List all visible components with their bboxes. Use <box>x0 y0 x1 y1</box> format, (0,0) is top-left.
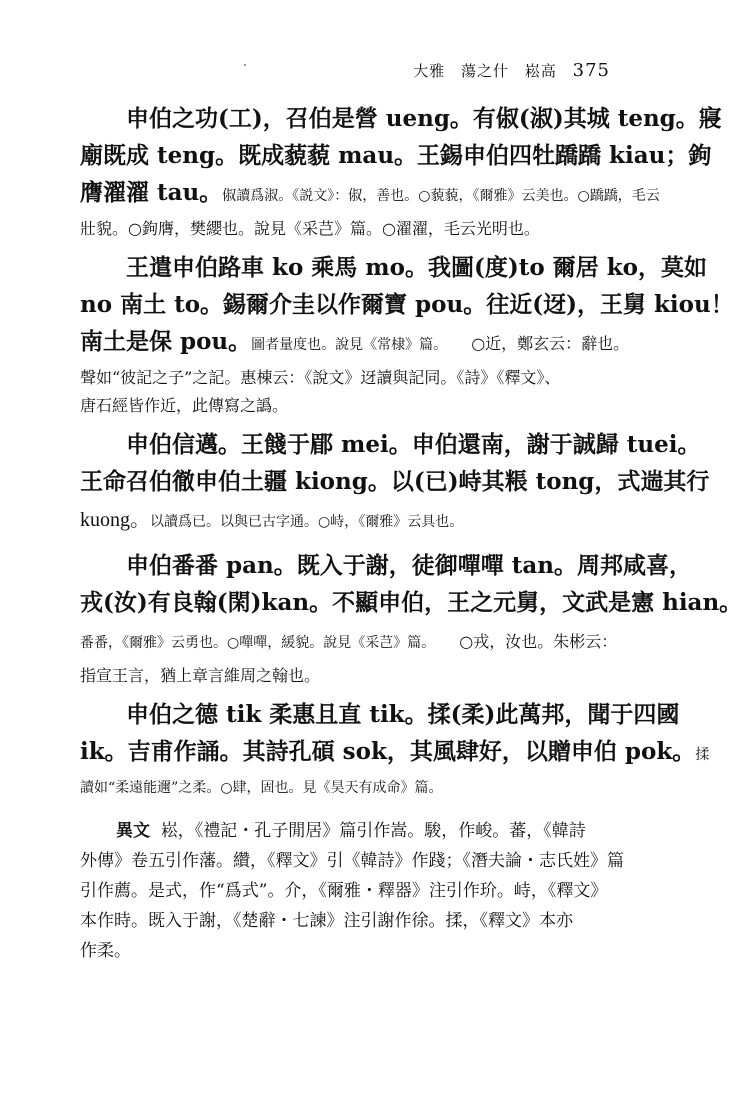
page-body <box>80 100 742 966</box>
variant-line-4: 本作時。既入于謝，《楚辭・七諫》注引謝作徐。揉，《釋文》本亦 <box>80 911 573 931</box>
stanza-2 <box>80 249 734 420</box>
stanza-1-verse-end: 膺濯濯 tau。 <box>80 179 223 206</box>
header-section: 大雅 <box>413 62 446 80</box>
variant-line-2: 外傳》卷五引作藩。纘，《釋文》引《韓詩》作踐；《潛夫論・志氏姓》篇 <box>80 851 624 871</box>
stanza-3-line-3 <box>80 500 625 541</box>
page-number: 375 <box>572 60 610 81</box>
stanza-2-verse-end: 南土是保 pou。 <box>80 328 252 355</box>
stanza-2-line-2: no 南土 to。錫爾介圭以作爾寶 pou。往近(迓)，王舅 kiou！ <box>80 291 734 318</box>
stanza-5-note-cont: 讀如“柔遠能邇”之柔。○肆，固也。見《昊天有成命》篇。 <box>80 780 443 796</box>
stanza-2-note-b: ○近，鄭玄云：辭也。 <box>471 334 630 353</box>
stanza-5-note: 揉 <box>695 747 710 763</box>
stanza-2-note: 圖者量度也。說見《常棣》篇。 <box>251 337 448 353</box>
print-mark <box>244 64 246 66</box>
stanza-5-line-1: 申伯之德 tik 柔惠且直 tik。揉(柔)此萬邦，聞于四國 <box>126 701 680 728</box>
stanza-4-line-1: 申伯番番 pan。既入于謝，徒御嘽嘽 tan。周邦咸喜， <box>126 552 692 579</box>
stanza-2-line-3 <box>80 323 630 364</box>
stanza-1-note-cont: 壯貌。○鉤膺，樊纓也。說見《采芑》篇。○濯濯，毛云光明也。 <box>80 219 540 238</box>
variant-line-5: 作柔。 <box>80 941 131 961</box>
stanza-1-note: 俶讀爲淑。《説文》：俶，善也。○藐藐，《爾雅》云美也。○蹻蹻，毛云 <box>222 188 660 204</box>
stanza-1-line-3 <box>80 174 660 215</box>
running-header <box>403 60 610 81</box>
variant-readings <box>80 816 625 966</box>
stanza-1 <box>80 100 722 243</box>
variant-line-1 <box>80 816 625 846</box>
stanza-5-line-2 <box>80 733 710 774</box>
stanza-5 <box>80 696 710 802</box>
stanza-2-note-cont-1: 聲如“彼記之子”之記。惠棟云：《說文》迓讀與記同。《詩》《釋文》、 <box>80 368 561 387</box>
stanza-4-note-b: ○戎，汝也。朱彬云： <box>459 632 618 651</box>
variant-line-3: 引作薦。是式，作“爲式”。介，《爾雅・釋器》注引作玠。峙，《釋文》 <box>80 881 608 901</box>
stanza-1-line-2: 廟既成 teng。既成藐藐 mau。王錫申伯四牡蹻蹻 kiau；鉤 <box>80 142 712 169</box>
stanza-4-line-3 <box>80 621 625 662</box>
stanza-1-line-1: 申伯之功(工)，召伯是營 ueng。有俶(淑)其城 teng。寢 <box>126 105 722 132</box>
stanza-4 <box>80 547 742 690</box>
stanza-3-line-2: 王命召伯徹申伯土疆 kiong。以(已)峙其粻 tong，式遄其行 <box>80 468 710 495</box>
stanza-3-line-1: 申伯信邁。王餞于郿 mei。申伯還南，謝于誠歸 tuei。 <box>126 431 701 458</box>
stanza-3-verse-end: kuong。 <box>80 509 150 531</box>
variant-label: 異文 <box>116 821 150 841</box>
stanza-2-line-1: 王遣申伯路車 ko 乘馬 mo。我圖(度)to 爾居 ko，莫如 <box>126 254 707 281</box>
stanza-5-verse-end: ik。吉甫作誦。其詩孔碩 sok，其風肆好，以贈申伯 pok。 <box>80 738 696 765</box>
stanza-4-note: 番番，《爾雅》云勇也。○嘽嘽，緩貌。說見《采芑》篇。 <box>80 635 436 651</box>
stanza-2-note-cont-2: 唐石經皆作近，此傳寫之譌。 <box>80 396 289 415</box>
stanza-3-note: 以讀爲已。以與已古字通。○峙，《爾雅》云具也。 <box>150 514 464 530</box>
header-chapter: 蕩之什 <box>461 62 510 80</box>
stanza-4-line-2: 戎(汝)有良翰(閑)kan。不顯申伯，王之元舅，文武是憲 hian。 <box>80 589 742 616</box>
variant-text-1: 崧，《禮記・孔子閒居》篇引作嵩。駿，作峻。蕃，《韓詩 <box>160 821 586 841</box>
stanza-4-note-cont: 指宣王言，猶上章言維周之翰也。 <box>80 666 321 685</box>
stanza-3 <box>80 426 710 541</box>
header-poem: 崧高 <box>524 62 557 80</box>
